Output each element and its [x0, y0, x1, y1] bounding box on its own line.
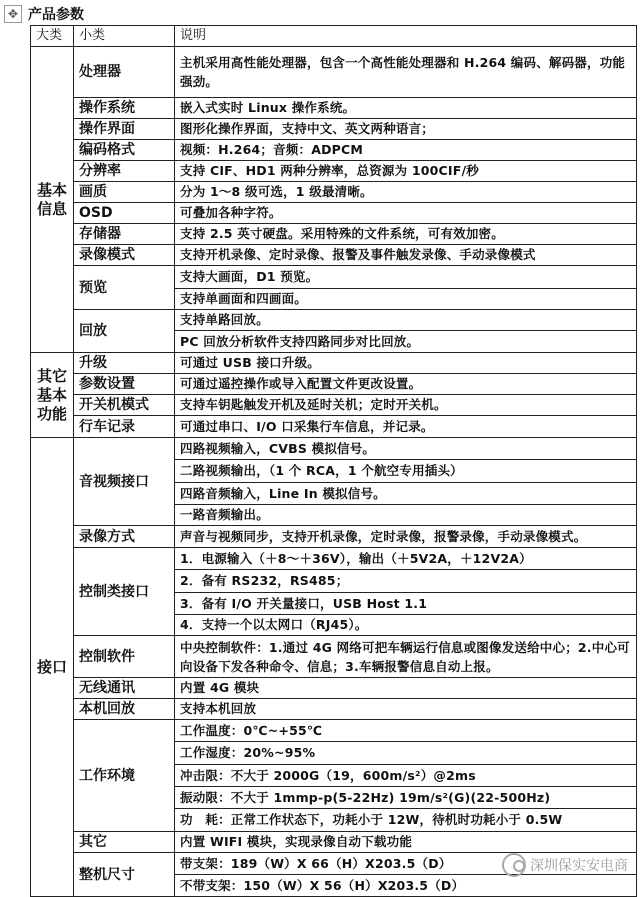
subcategory-cell: 参数设置 [74, 374, 175, 395]
description-cell: 2．备有 RS232，RS485； [175, 570, 637, 593]
description-cell: 支持开机录像、定时录像、报警及事件触发录像、手动录像模式 [175, 245, 637, 266]
subcategory-cell: 操作界面 [74, 119, 175, 140]
description-cell: 支持 CIF、HD1 两种分辨率，总资源为 100CIF/秒 [175, 161, 637, 182]
subcategory-cell: 画质 [74, 182, 175, 203]
table-row [31, 548, 637, 570]
table-row [31, 266, 637, 289]
category-cell: 其它基本功能 [31, 353, 74, 438]
table-row [31, 832, 637, 853]
description-cell: 带支架：189（W）X 66（H）X203.5（D） [175, 853, 637, 875]
table-row [31, 353, 637, 374]
description-cell: 不带支架：150（W）X 56（H）X203.5（D） [175, 875, 637, 897]
table-row [31, 140, 637, 161]
subcategory-cell: 操作系统 [74, 98, 175, 119]
description-cell: 视频：H.264；音频：ADPCM [175, 140, 637, 161]
description-cell: 4．支持一个以太网口（RJ45）。 [175, 615, 637, 636]
page-title: 产品参数 [28, 7, 84, 23]
table-row [31, 245, 637, 266]
subcategory-cell: 升级 [74, 353, 175, 374]
description-cell: 四路音频输入，Line In 模拟信号。 [175, 483, 637, 505]
description-cell: 嵌入式实时 Linux 操作系统。 [175, 98, 637, 119]
description-cell: 可叠加各种字符。 [175, 203, 637, 224]
table-row [31, 203, 637, 224]
table-row [31, 47, 637, 98]
description-cell: 工作湿度：20%~95% [175, 742, 637, 765]
description-cell: 二路视频输出，（1 个 RCA，1 个航空专用插头） [175, 460, 637, 483]
subcategory-cell: 整机尺寸 [74, 853, 175, 897]
description-cell: PC 回放分析软件支持四路同步对比回放。 [175, 331, 637, 353]
description-cell: 支持单画面和四画面。 [175, 289, 637, 310]
table-row [31, 161, 637, 182]
description-cell: 1．电源输入（＋8～＋36V），输出（＋5V2A，＋12V2A） [175, 548, 637, 570]
description-cell: 分为 1～8 级可选，1 级最清晰。 [175, 182, 637, 203]
subcategory-cell: 本机回放 [74, 699, 175, 720]
subcategory-cell: 其它 [74, 832, 175, 853]
description-cell: 冲击限：不大于 2000G（19，600m/s²）@2ms [175, 765, 637, 787]
category-cell: 基本信息 [31, 47, 74, 353]
description-cell: 工作温度：0℃~+55℃ [175, 720, 637, 742]
table-row [31, 526, 637, 548]
description-cell: 可通过串口、I/O 口采集行车信息，并记录。 [175, 416, 637, 438]
subcategory-cell: 回放 [74, 310, 175, 353]
subcategory-cell: 处理器 [74, 47, 175, 98]
description-cell: 支持 2.5 英寸硬盘。采用特殊的文件系统，可有效加密。 [175, 224, 637, 245]
description-cell: 主机采用高性能处理器，包含一个高性能处理器和 H.264 编码、解码器，功能强劲。 [175, 47, 637, 98]
description-cell: 内置 4G 模块 [175, 678, 637, 699]
table-row [31, 182, 637, 203]
table-row [31, 310, 637, 331]
subcategory-cell: 控制类接口 [74, 548, 175, 636]
description-cell: 3．备有 I/O 开关量接口，USB Host 1.1 [175, 593, 637, 615]
subcategory-cell: 录像方式 [74, 526, 175, 548]
table-row [31, 374, 637, 395]
table-row [31, 438, 637, 460]
table-row [31, 224, 637, 245]
description-cell: 支持大画面，D1 预览。 [175, 266, 637, 289]
title-bar [4, 3, 84, 25]
subcategory-cell: 编码格式 [74, 140, 175, 161]
subcategory-cell: 工作环境 [74, 720, 175, 832]
table-row [31, 699, 637, 720]
description-cell: 支持车钥匙触发开机及延时关机；定时开关机。 [175, 395, 637, 416]
move-handle-icon[interactable]: ✥ [4, 5, 22, 23]
subcategory-cell: 行车记录 [74, 416, 175, 438]
table-row [31, 678, 637, 699]
subcategory-cell: 无线通讯 [74, 678, 175, 699]
description-cell: 振动限：不大于 1mmp-p(5-22Hz) 19m/s²(G)(22-500Hz) [175, 787, 637, 809]
wechat-logo-icon [502, 853, 526, 877]
description-cell: 图形化操作界面，支持中文、英文两种语言； [175, 119, 637, 140]
header-description: 说明 [175, 26, 637, 47]
description-cell: 支持单路回放。 [175, 310, 637, 331]
spec-table [30, 25, 637, 897]
subcategory-cell: 音视频接口 [74, 438, 175, 526]
subcategory-cell: 控制软件 [74, 636, 175, 678]
description-cell: 中央控制软件：1.通过 4G 网络可把车辆运行信息或图像发送给中心；2.中心可向设备下发各种命令、信息；3.车辆报警信息自动上报。 [175, 636, 637, 678]
table-row [31, 395, 637, 416]
description-cell: 一路音频输出。 [175, 505, 637, 526]
description-cell: 支持本机回放 [175, 699, 637, 720]
description-cell: 可通过遥控操作或导入配置文件更改设置。 [175, 374, 637, 395]
category-cell: 接口 [31, 438, 74, 897]
description-cell: 声音与视频同步，支持开机录像，定时录像，报警录像，手动录像模式。 [175, 526, 637, 548]
header-category: 大类 [31, 26, 74, 47]
description-cell: 内置 WIFI 模块，实现录像自动下载功能 [175, 832, 637, 853]
header-subcategory: 小类 [74, 26, 175, 47]
subcategory-cell: OSD [74, 203, 175, 224]
description-cell: 四路视频输入，CVBS 模拟信号。 [175, 438, 637, 460]
description-cell: 功 耗：正常工作状态下，功耗小于 12W，待机时功耗小于 0.5W [175, 809, 637, 832]
table-row [31, 720, 637, 742]
header-row [31, 26, 637, 47]
subcategory-cell: 录像模式 [74, 245, 175, 266]
table-row [31, 98, 637, 119]
table-row [31, 416, 637, 438]
table-row [31, 119, 637, 140]
subcategory-cell: 存储器 [74, 224, 175, 245]
subcategory-cell: 开关机模式 [74, 395, 175, 416]
watermark-text: 深圳保实安电商 [530, 858, 628, 874]
watermark [502, 853, 628, 877]
description-cell: 可通过 USB 接口升级。 [175, 353, 637, 374]
subcategory-cell: 预览 [74, 266, 175, 310]
subcategory-cell: 分辨率 [74, 161, 175, 182]
table-row [31, 636, 637, 678]
